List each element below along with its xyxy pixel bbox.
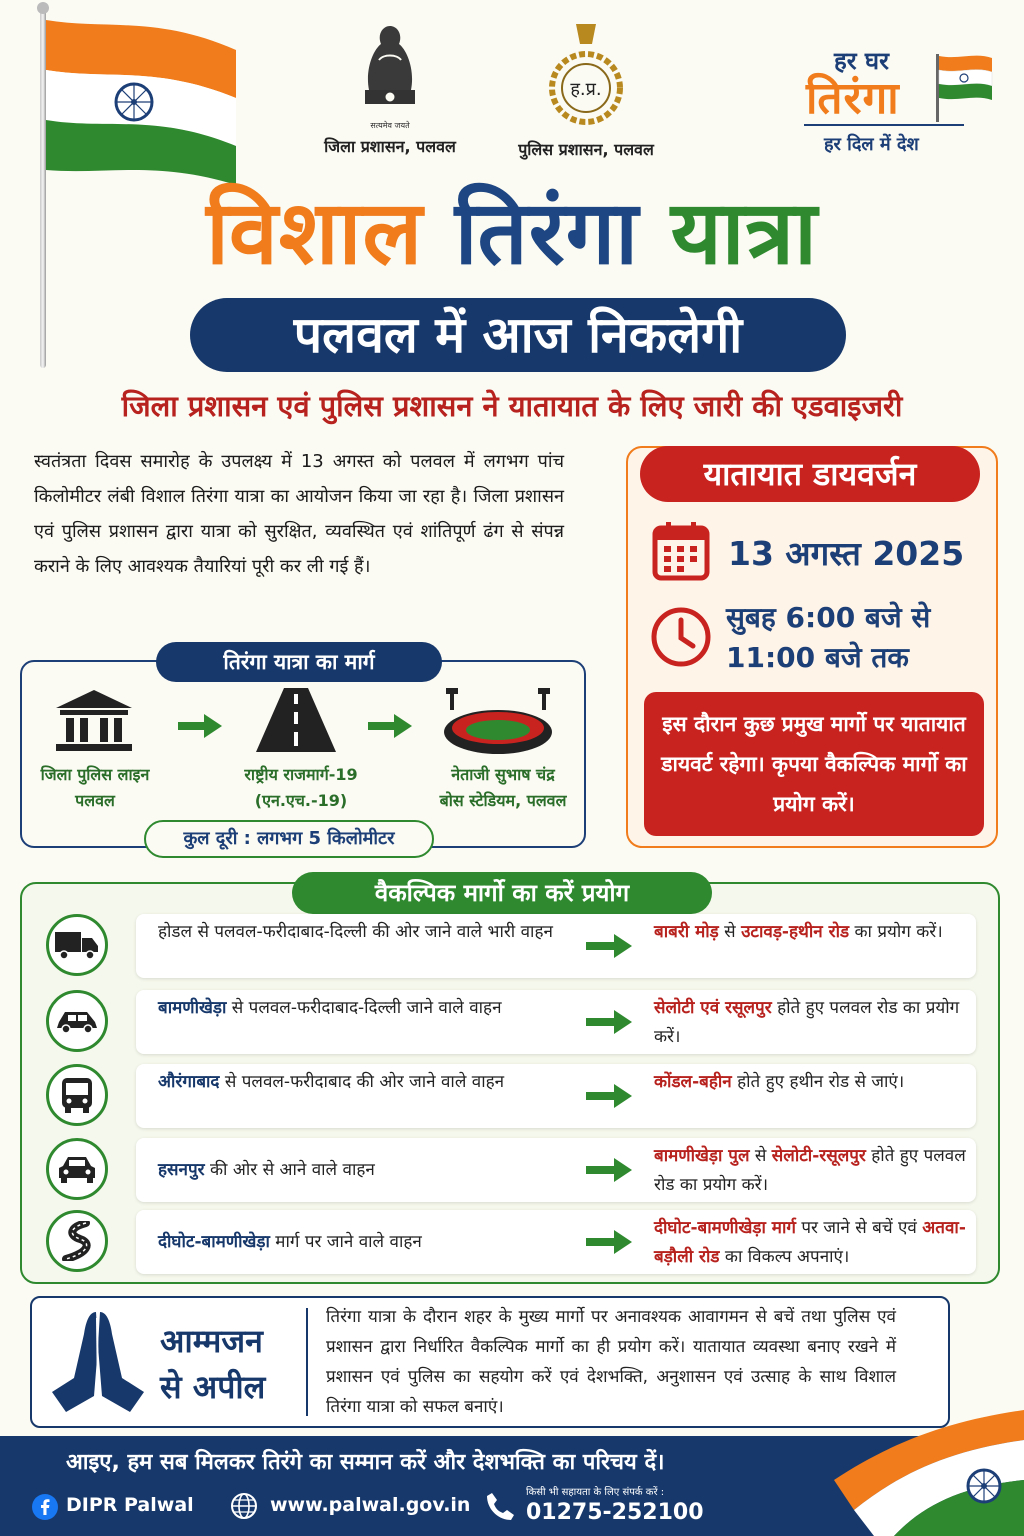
title-word-2: तिरंगा — [454, 181, 640, 284]
route-to: बाबरी मोड़ से उटावड़-हथीन रोड का प्रयोग करें। — [654, 922, 943, 942]
police-emblem — [496, 18, 676, 160]
route-row — [44, 1138, 980, 1202]
police-badge-icon — [536, 18, 636, 130]
stadium-icon — [440, 686, 556, 756]
route-to: सेलोटी एवं रसूलपुर होते हुए पलवल रोड का प्रयोग करें। — [654, 998, 960, 1047]
route-stop-3: नेताजी सुभाष चंद्र बोस स्टेडियम, पलवल — [439, 765, 567, 810]
route-from: दीघोट-बामणीखेड़ा मार्ग पर जाने वाले वाहन — [158, 1232, 422, 1252]
car-front-icon — [57, 1154, 97, 1184]
advisory-heading: जिला प्रशासन एवं पुलिस प्रशासन ने यातायात के लिए जारी की एडवाइजरी — [121, 389, 903, 423]
campaign-line2: तिरंगा — [806, 73, 900, 124]
route-stop-1: जिला पुलिस लाइन पलवल — [40, 765, 150, 810]
arrow-right-icon — [586, 1158, 632, 1182]
flag-wave-icon — [834, 1400, 1024, 1536]
diversion-heading: यातायात डायवर्जन — [640, 446, 980, 502]
indian-flag-icon — [46, 20, 236, 185]
small-flag-icon — [934, 52, 994, 122]
total-distance-badge: कुल दूरी : लगभग 5 किलोमीटर — [144, 820, 434, 858]
intro-paragraph: स्वतंत्रता दिवस समारोह के उपलक्ष्य में 13 अगस्त को पलवल में लगभग पांच किलोमीटर लंबी विशाल तिरंगा यात्रा का आयोजन किया जा रहा है। जिला प्रशासन एवं पुलिस प्रशासन द्वारा यात्रा को सुरक्षित, व्यवस्थित एवं शांतिपूर्ण ढंग से संपन्न कराने के लिए आवश्यक तैयारियां पूरी कर ली गई हैं। — [34, 451, 564, 577]
subtitle-banner: पलवल में आज निकलेगी — [190, 298, 846, 372]
appeal-text: तिरंगा यात्रा के दौरान शहर के मुख्य मार्गो पर अनावश्यक आवागमन से बचें तथा पुलिस एवं प्रशासन द्वारा निर्धारित वैकल्पिक मार्गो का ही प्रयोग करें। यातायात व्यवस्था बनाए रखने में प्रशासन एवं पुलिस का सहयोग करें एवं देशभक्ति, अनुशासन एवं उत्साह के साथ विशाल तिरंगा यात्रा को सफल बनाएं। — [326, 1307, 896, 1417]
route-arrow-icon — [178, 714, 222, 738]
district-admin-emblem — [300, 20, 480, 157]
winding-road-icon — [60, 1221, 94, 1261]
car-icon — [55, 1008, 99, 1034]
police-admin-label: पुलिस प्रशासन, पलवल — [518, 140, 654, 159]
route-from: होडल से पलवल-फरीदाबाद-दिल्ली की ओर जाने वाले भारी वाहन — [158, 922, 553, 942]
appeal-divider — [306, 1308, 308, 1416]
arrow-right-icon — [586, 1230, 632, 1254]
truck-icon — [55, 930, 99, 960]
arrow-right-icon — [586, 934, 632, 958]
appeal-title: आम्मजन से अपील — [160, 1322, 266, 1406]
folded-hands-icon — [46, 1306, 150, 1418]
route-heading: तिरंगा यात्रा का मार्ग — [156, 642, 442, 682]
building-icon — [52, 688, 136, 752]
website-link[interactable]: www.palwal.gov.in — [270, 1494, 471, 1516]
route-row — [44, 1064, 980, 1128]
route-to: दीघोट-बामणीखेड़ा मार्ग पर जाने से बचें एवं अतवा-बड़ौली रोड का विकल्प अपनाएं। — [654, 1218, 966, 1267]
motto-text: सत्यमेव जयते — [370, 121, 410, 130]
route-from: बामणीखेड़ा से पलवल-फरीदाबाद-दिल्ली जाने वाले वाहन — [158, 998, 502, 1018]
title-word-1: विशाल — [206, 181, 424, 284]
footer-slogan: आइए, हम सब मिलकर तिरंगे का सम्मान करें और देशभक्ति का परिचय दें। — [66, 1450, 665, 1475]
route-row — [44, 914, 980, 978]
main-title — [0, 178, 1024, 288]
facebook-link[interactable]: DIPR Palwal — [66, 1494, 194, 1516]
arrow-right-icon — [586, 1084, 632, 1108]
globe-icon — [230, 1492, 258, 1520]
title-word-3: यात्रा — [670, 181, 818, 284]
facebook-icon[interactable] — [32, 1494, 58, 1520]
campaign-tagline: हर दिल में देश — [824, 134, 919, 155]
route-arrow-icon — [368, 714, 412, 738]
phone-icon — [484, 1490, 516, 1522]
route-row — [44, 990, 980, 1054]
route-row — [44, 1210, 980, 1274]
highway-icon — [254, 686, 338, 754]
calendar-icon — [652, 520, 710, 582]
phone-number[interactable]: 01275-252100 — [526, 1500, 704, 1525]
diversion-date: 13 अगस्त 2025 — [728, 534, 965, 573]
help-text: किसी भी सहायता के लिए संपर्क करें : — [526, 1487, 665, 1498]
clock-icon — [650, 606, 712, 668]
route-stop-2: राष्ट्रीय राजमार्ग-19 (एन.एच.-19) — [244, 765, 358, 810]
arrow-right-icon — [586, 1010, 632, 1034]
ashoka-emblem-icon — [355, 20, 425, 116]
bus-icon — [60, 1076, 94, 1114]
route-to: बामणीखेड़ा पुल से सेलोटी-रसूलपुर होते हुए पलवल रोड का प्रयोग करें। — [654, 1146, 966, 1195]
district-admin-label: जिला प्रशासन, पलवल — [324, 137, 456, 156]
diversion-note: इस दौरान कुछ प्रमुख मार्गो पर यातायात डायवर्ट रहेगा। कृपया वैकल्पिक मार्गो का प्रयोग करें। — [644, 692, 984, 836]
police-badge-text: ह.प्र. — [570, 79, 602, 100]
route-to: कोंडल-बहीन होते हुए हथीन रोड से जाएं। — [654, 1072, 905, 1092]
alternate-routes-heading: वैकल्पिक मार्गो का करें प्रयोग — [292, 872, 712, 914]
logo-underline — [804, 124, 964, 126]
campaign-line1: हर घर — [834, 47, 889, 75]
route-from: हसनपुर की ओर से आने वाले वाहन — [158, 1160, 375, 1180]
route-from: औरंगाबाद से पलवल-फरीदाबाद की ओर जाने वाले वाहन — [158, 1072, 505, 1092]
diversion-time: सुबह 6:00 बजे से 11:00 बजे तक — [726, 601, 931, 674]
